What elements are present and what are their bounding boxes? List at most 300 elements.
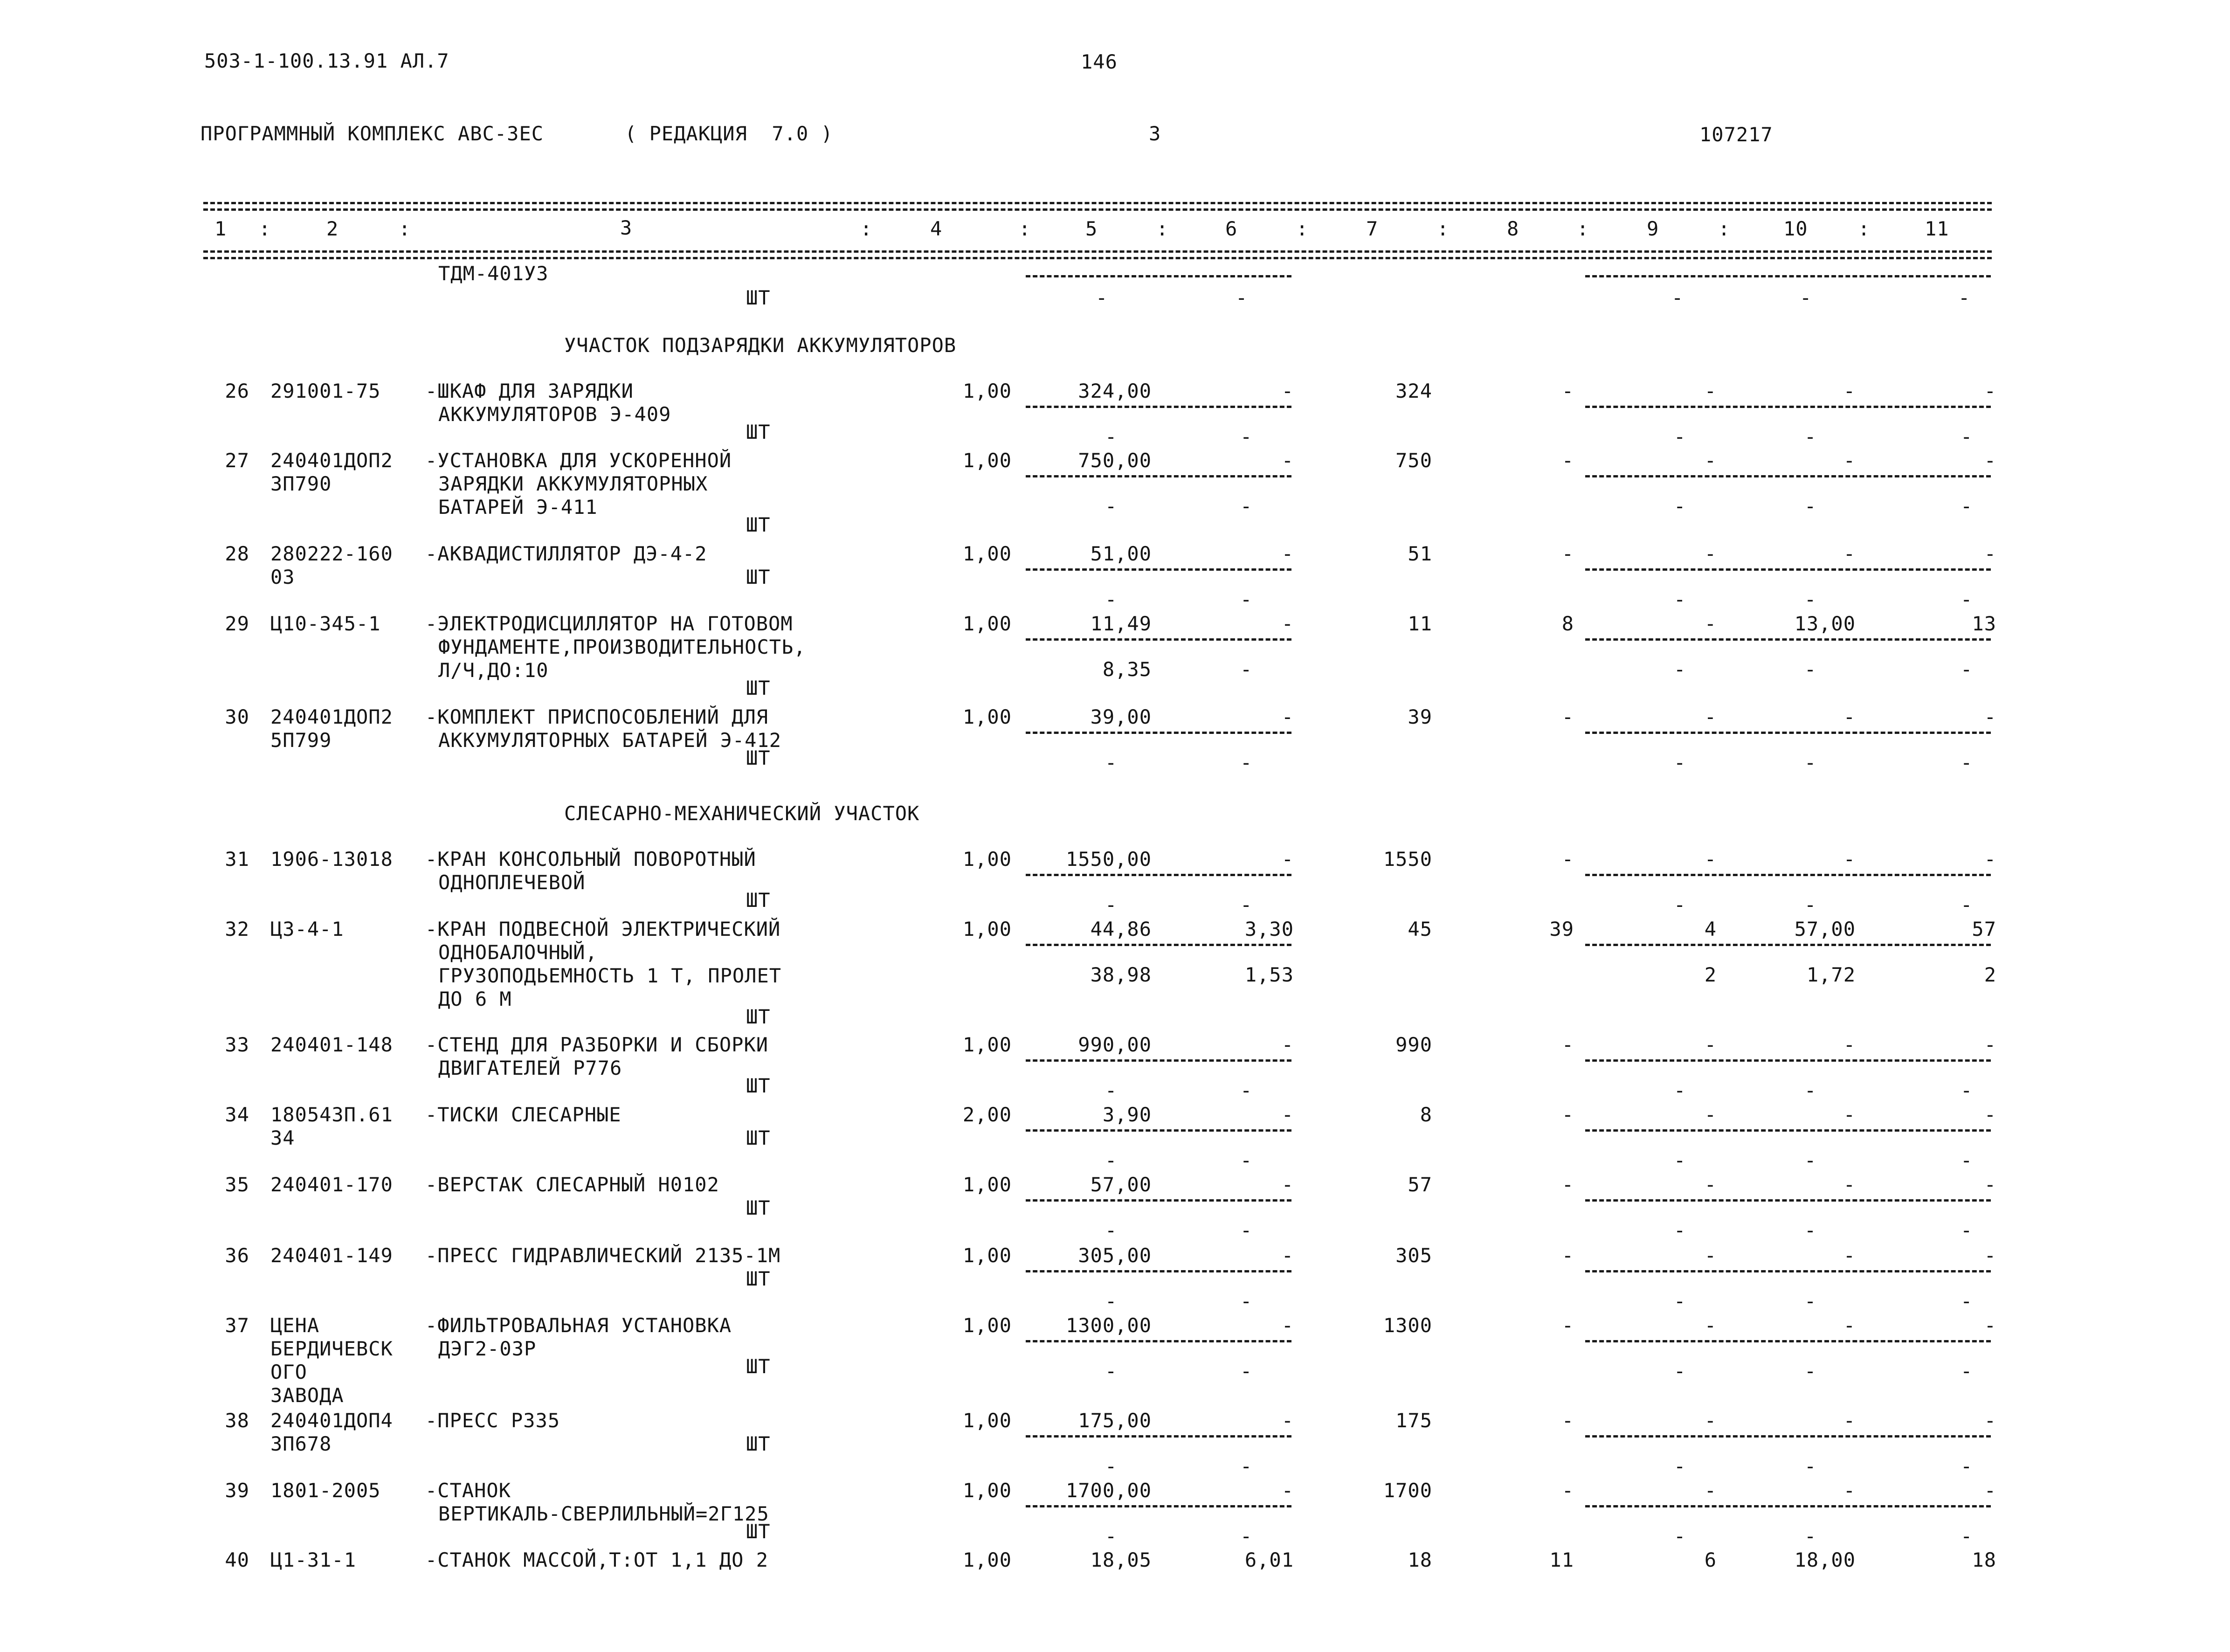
cell-c10: - bbox=[1843, 1479, 1856, 1502]
row-number: 26 bbox=[225, 380, 249, 402]
cell-c9: - bbox=[1704, 848, 1717, 871]
item-name: -ПРЕСС ГИДРАВЛИЧЕСКИЙ 2135-1М bbox=[425, 1244, 781, 1267]
item-unit: ШТ bbox=[746, 421, 771, 443]
row-number: 27 bbox=[225, 449, 249, 472]
item-name: -СТЕНД ДЛЯ РАЗБОРКИ И СБОРКИ bbox=[425, 1033, 769, 1056]
dash-mark: - bbox=[1961, 1455, 1973, 1478]
subtotal-rule bbox=[1585, 1129, 1991, 1132]
cell-c6: - bbox=[1281, 1173, 1294, 1196]
dash-mark: - bbox=[1236, 286, 1248, 309]
row-number: 29 bbox=[225, 612, 249, 635]
cell-c11: - bbox=[1984, 1409, 1996, 1432]
dash-mark: - bbox=[1674, 1360, 1686, 1382]
cell-c8: - bbox=[1561, 1103, 1574, 1126]
cell-c6: - bbox=[1281, 848, 1294, 871]
cell-c11: - bbox=[1984, 542, 1996, 565]
cell-qty: 1,00 bbox=[962, 542, 1012, 565]
cell-qty: 1,00 bbox=[962, 1033, 1012, 1056]
item-code: Ц1-31-1 bbox=[270, 1548, 357, 1571]
dash-mark: - bbox=[1961, 495, 1973, 518]
col-header-4: 4 bbox=[930, 217, 943, 240]
cell-c11: - bbox=[1984, 1314, 1996, 1337]
cell-qty: 1,00 bbox=[962, 1409, 1012, 1432]
cell-c6: - bbox=[1281, 542, 1294, 565]
cell-c10: - bbox=[1843, 542, 1856, 565]
cell-c9: - bbox=[1704, 1314, 1717, 1337]
item-name: ВЕРТИКАЛЬ-СВЕРЛИЛЬНЫЙ=2Г125 bbox=[438, 1502, 769, 1525]
cell-c9: - bbox=[1704, 1033, 1717, 1056]
subtotal-rule bbox=[1585, 1059, 1991, 1062]
item-name: ОДНОПЛЕЧЕВОЙ bbox=[438, 871, 586, 894]
item-unit: ШТ bbox=[746, 1196, 771, 1219]
row-number: 34 bbox=[225, 1103, 249, 1126]
cell-c9: - bbox=[1704, 1409, 1717, 1432]
item-unit: ШТ bbox=[746, 286, 771, 309]
item-code: 180543П.61 bbox=[270, 1103, 393, 1126]
cell-c8: - bbox=[1561, 1479, 1574, 1502]
col-header-10: 10 bbox=[1783, 217, 1808, 240]
row-number: 32 bbox=[225, 918, 249, 940]
edition-label: ( РЕДАКЦИЯ 7.0 ) bbox=[625, 122, 833, 145]
dash-mark: - bbox=[1240, 495, 1253, 518]
col-header-3: 3 bbox=[620, 216, 633, 239]
cell-qty: 1,00 bbox=[962, 1479, 1012, 1502]
subtotal-rule bbox=[1026, 275, 1291, 277]
dash-mark: - bbox=[1961, 1079, 1973, 1102]
cell-c9: - bbox=[1704, 1103, 1717, 1126]
item-unit: ШТ bbox=[746, 889, 771, 912]
col-separator: : bbox=[1156, 217, 1169, 240]
item-name: ФУНДАМЕНТЕ,ПРОИЗВОДИТЕЛЬНОСТЬ, bbox=[438, 636, 806, 658]
cell-c10: 13,00 bbox=[1794, 612, 1856, 635]
dash-mark: - bbox=[1240, 1219, 1253, 1242]
dash-mark: - bbox=[1800, 286, 1812, 309]
col-header-8: 8 bbox=[1507, 217, 1519, 240]
cell-c10: - bbox=[1843, 1173, 1856, 1196]
item-code: 5П799 bbox=[270, 729, 332, 752]
item-code: 240401-149 bbox=[270, 1244, 393, 1267]
dash-mark: - bbox=[1961, 425, 1973, 448]
cell-qty: 1,00 bbox=[962, 449, 1012, 472]
cell-qty: 1,00 bbox=[962, 918, 1012, 940]
cell-c11: - bbox=[1984, 1173, 1996, 1196]
item-name: ЗАРЯДКИ АККУМУЛЯТОРНЫХ bbox=[438, 472, 708, 495]
dash-mark: - bbox=[1105, 1219, 1118, 1242]
item-code: БЕРДИЧЕВСК bbox=[270, 1337, 393, 1360]
subtotal-rule bbox=[1585, 475, 1991, 477]
cell-c10: - bbox=[1843, 380, 1856, 402]
cell-c7: 1700 bbox=[1383, 1479, 1432, 1502]
subtotal-rule bbox=[1026, 406, 1291, 408]
cell-c8: - bbox=[1561, 1314, 1574, 1337]
cell-c7: 18 bbox=[1408, 1548, 1432, 1571]
dash-mark: - bbox=[1674, 1525, 1686, 1548]
item-name: -ФИЛЬТРОВАЛЬНАЯ УСТАНОВКА bbox=[425, 1314, 732, 1337]
cell-c8: 11 bbox=[1549, 1548, 1574, 1571]
cell-c11b: 2 bbox=[1984, 963, 1996, 986]
cell-c8: - bbox=[1561, 1173, 1574, 1196]
row-number: 37 bbox=[225, 1314, 249, 1337]
dash-mark: - bbox=[1674, 893, 1686, 916]
subtotal-rule bbox=[1585, 1340, 1991, 1342]
subtotal-rule bbox=[1585, 638, 1991, 641]
item-code: Ц10-345-1 bbox=[270, 612, 381, 635]
cell-c10: 18,00 bbox=[1794, 1548, 1856, 1571]
cell-c6: - bbox=[1281, 1103, 1294, 1126]
cell-c7: 57 bbox=[1408, 1173, 1432, 1196]
item-code: 03 bbox=[270, 566, 295, 588]
dash-mark: - bbox=[1671, 286, 1684, 309]
subtotal-rule bbox=[1585, 944, 1991, 946]
cell-c10: - bbox=[1843, 1033, 1856, 1056]
cell-c11: - bbox=[1984, 1244, 1996, 1267]
cell-c9: - bbox=[1704, 612, 1717, 635]
dash-mark: - bbox=[1674, 1219, 1686, 1242]
cell-c5: 44,86 bbox=[1090, 918, 1152, 940]
cell-c7: 39 bbox=[1408, 705, 1432, 728]
cell-c9: - bbox=[1704, 380, 1717, 402]
cell-c5: 11,49 bbox=[1090, 612, 1152, 635]
item-code: 1801-2005 bbox=[270, 1479, 381, 1502]
dash-mark: - bbox=[1804, 588, 1817, 611]
cell-c11: - bbox=[1984, 1103, 1996, 1126]
item-name: ТДМ-401У3 bbox=[438, 262, 549, 285]
cell-c6: - bbox=[1281, 705, 1294, 728]
subtotal-rule bbox=[1026, 732, 1291, 734]
dash-mark: - bbox=[1240, 1525, 1253, 1548]
cell-c8: - bbox=[1561, 848, 1574, 871]
cell-c6: - bbox=[1281, 449, 1294, 472]
dash-mark: - bbox=[1674, 1079, 1686, 1102]
cell-c7: 1300 bbox=[1383, 1314, 1432, 1337]
item-code: 240401ДОП2 bbox=[270, 449, 393, 472]
dash-mark: - bbox=[1961, 751, 1973, 774]
cell-c7: 305 bbox=[1395, 1244, 1432, 1267]
col-separator: : bbox=[1858, 217, 1871, 240]
dash-mark: - bbox=[1105, 1079, 1118, 1102]
dash-mark: - bbox=[1240, 658, 1253, 681]
dash-mark: - bbox=[1240, 1290, 1253, 1313]
cell-c5: 175,00 bbox=[1078, 1409, 1152, 1432]
subtotal-rule bbox=[1026, 568, 1291, 571]
col-separator: : bbox=[399, 217, 411, 240]
col-header-9: 9 bbox=[1647, 217, 1659, 240]
dash-mark: - bbox=[1804, 495, 1817, 518]
dash-mark: - bbox=[1804, 1360, 1817, 1382]
subtotal-rule bbox=[1585, 1270, 1991, 1272]
cell-c9: - bbox=[1704, 1479, 1717, 1502]
cell-c6: - bbox=[1281, 612, 1294, 635]
item-name: ДЭГ2-03Р bbox=[438, 1337, 537, 1360]
col-separator: : bbox=[1718, 217, 1731, 240]
subtotal-rule bbox=[1026, 874, 1291, 876]
dash-mark: - bbox=[1961, 1290, 1973, 1313]
subtotal-rule bbox=[1026, 1059, 1291, 1062]
dash-mark: - bbox=[1240, 893, 1253, 916]
subtotal-rule bbox=[1026, 638, 1291, 641]
item-name: -КРАН ПОДВЕСНОЙ ЭЛЕКТРИЧЕСКИЙ bbox=[425, 918, 781, 940]
item-code: 240401ДОП2 bbox=[270, 705, 393, 728]
item-unit: ШТ bbox=[746, 1005, 771, 1028]
cell-c7: 45 bbox=[1408, 918, 1432, 940]
cell-c7: 11 bbox=[1408, 612, 1432, 635]
subtotal-rule bbox=[1585, 406, 1991, 408]
dash-mark: - bbox=[1961, 1219, 1973, 1242]
subtotal-rule bbox=[1585, 1435, 1991, 1438]
item-unit: ШТ bbox=[746, 1355, 771, 1378]
item-unit: ШТ bbox=[746, 1267, 771, 1290]
dash-mark: - bbox=[1804, 893, 1817, 916]
item-name: -АКВАДИСТИЛЛЯТОР ДЭ-4-2 bbox=[425, 542, 707, 565]
cell-c10: - bbox=[1843, 1409, 1856, 1432]
item-code: ЦЕНА bbox=[270, 1314, 320, 1337]
cell-c5: 990,00 bbox=[1078, 1033, 1152, 1056]
dash-mark: - bbox=[1105, 1525, 1118, 1548]
dash-mark: - bbox=[1961, 893, 1973, 916]
cell-c6: - bbox=[1281, 1314, 1294, 1337]
subtotal-rule bbox=[1026, 1270, 1291, 1272]
cell-c10b: 1,72 bbox=[1806, 963, 1856, 986]
subtotal-rule bbox=[1585, 732, 1991, 734]
col-header-6: 6 bbox=[1225, 217, 1238, 240]
item-name: АККУМУЛЯТОРНЫХ БАТАРЕЙ Э-412 bbox=[438, 729, 782, 752]
item-code: ЗАВОДА bbox=[270, 1384, 344, 1407]
dash-mark: - bbox=[1105, 751, 1118, 774]
item-unit: ШТ bbox=[746, 1074, 771, 1097]
rule-top bbox=[203, 202, 1992, 204]
item-name: ОДНОБАЛОЧНЫЙ, bbox=[438, 941, 598, 964]
item-name: -СТАНОК МАССОЙ,Т:ОТ 1,1 ДО 2 bbox=[425, 1548, 769, 1571]
dash-mark: - bbox=[1961, 1360, 1973, 1382]
dash-mark: - bbox=[1961, 658, 1973, 681]
row-number: 40 bbox=[225, 1548, 249, 1571]
cell-c5: 324,00 bbox=[1078, 380, 1152, 402]
cell-c11: - bbox=[1984, 848, 1996, 871]
cell-c6: - bbox=[1281, 380, 1294, 402]
rule-top-2 bbox=[203, 208, 1992, 211]
dash-mark: - bbox=[1674, 588, 1686, 611]
row-number: 33 bbox=[225, 1033, 249, 1056]
dash-mark: - bbox=[1804, 1149, 1817, 1172]
subtotal-rule bbox=[1026, 1435, 1291, 1438]
cell-c10: - bbox=[1843, 1314, 1856, 1337]
cell-c6: - bbox=[1281, 1244, 1294, 1267]
item-code: 34 bbox=[270, 1127, 295, 1149]
subtotal-rule bbox=[1585, 275, 1991, 277]
item-name: БАТАРЕЙ Э-411 bbox=[438, 496, 598, 518]
dash-mark: - bbox=[1804, 1525, 1817, 1548]
subtotal-rule bbox=[1585, 568, 1991, 571]
item-unit: ШТ bbox=[746, 513, 771, 536]
cell-c9: - bbox=[1704, 1244, 1717, 1267]
item-unit: ШТ bbox=[746, 1127, 771, 1149]
dash-mark: - bbox=[1674, 1290, 1686, 1313]
cell-c8: - bbox=[1561, 705, 1574, 728]
cell-c5b: 8,35 bbox=[1102, 658, 1152, 681]
item-code: Ц3-4-1 bbox=[270, 918, 344, 940]
dash-mark: - bbox=[1105, 1455, 1118, 1478]
item-name: -КРАН КОНСОЛЬНЫЙ ПОВОРОТНЫЙ bbox=[425, 848, 756, 871]
cell-c11: 57 bbox=[1972, 918, 1996, 940]
dash-mark: - bbox=[1240, 588, 1253, 611]
cell-c5b: 38,98 bbox=[1090, 963, 1152, 986]
cell-c5: 1300,00 bbox=[1065, 1314, 1152, 1337]
item-code: 240401-148 bbox=[270, 1033, 393, 1056]
col-header-5: 5 bbox=[1085, 217, 1098, 240]
item-code: ОГО bbox=[270, 1361, 307, 1383]
section-heading: УЧАСТОК ПОДЗАРЯДКИ АККУМУЛЯТОРОВ bbox=[564, 334, 957, 357]
dash-mark: - bbox=[1240, 1079, 1253, 1102]
dash-mark: - bbox=[1105, 1290, 1118, 1313]
cell-qty: 1,00 bbox=[962, 848, 1012, 871]
document-code: 503-1-100.13.91 АЛ.7 bbox=[204, 49, 449, 72]
cell-c6: - bbox=[1281, 1409, 1294, 1432]
cell-c8: - bbox=[1561, 1033, 1574, 1056]
dash-mark: - bbox=[1674, 425, 1686, 448]
item-name: -СТАНОК bbox=[425, 1479, 511, 1502]
cell-c11: - bbox=[1984, 380, 1996, 402]
cell-c8: - bbox=[1561, 1409, 1574, 1432]
col-separator: : bbox=[1437, 217, 1450, 240]
dash-mark: - bbox=[1674, 1149, 1686, 1172]
cell-c9: - bbox=[1704, 542, 1717, 565]
cell-c7: 750 bbox=[1395, 449, 1432, 472]
cell-qty: 1,00 bbox=[962, 612, 1012, 635]
subtotal-rule bbox=[1026, 475, 1291, 477]
item-name: -ТИСКИ СЛЕСАРНЫЕ bbox=[425, 1103, 621, 1126]
subtotal-rule bbox=[1026, 1129, 1291, 1132]
item-name: -КОМПЛЕКТ ПРИСПОСОБЛЕНИЙ ДЛЯ bbox=[425, 705, 769, 728]
row-number: 39 bbox=[225, 1479, 249, 1502]
dash-mark: - bbox=[1804, 751, 1817, 774]
item-unit: ШТ bbox=[746, 747, 771, 769]
dash-mark: - bbox=[1674, 751, 1686, 774]
item-unit: ШТ bbox=[746, 1432, 771, 1455]
row-number: 36 bbox=[225, 1244, 249, 1267]
rule-header-bottom bbox=[203, 250, 1992, 253]
dash-mark: - bbox=[1804, 658, 1817, 681]
item-code: 240401ДОП4 bbox=[270, 1409, 393, 1432]
cell-qty: 1,00 bbox=[962, 1244, 1012, 1267]
subtotal-rule bbox=[1026, 1199, 1291, 1202]
cell-c8: - bbox=[1561, 449, 1574, 472]
col-header-7: 7 bbox=[1366, 217, 1379, 240]
cell-c6: 3,30 bbox=[1244, 918, 1294, 940]
dash-mark: - bbox=[1105, 1149, 1118, 1172]
cell-c7: 990 bbox=[1395, 1033, 1432, 1056]
cell-c9: 4 bbox=[1704, 918, 1717, 940]
dash-mark: - bbox=[1240, 425, 1253, 448]
cell-c6: 6,01 bbox=[1244, 1548, 1294, 1571]
col-separator: : bbox=[1296, 217, 1309, 240]
col-separator: : bbox=[1577, 217, 1589, 240]
dash-mark: - bbox=[1096, 286, 1108, 309]
dash-mark: - bbox=[1674, 495, 1686, 518]
cell-c7: 1550 bbox=[1383, 848, 1432, 871]
page-number: 146 bbox=[1081, 50, 1118, 73]
cell-c5: 3,90 bbox=[1102, 1103, 1152, 1126]
cell-qty: 1,00 bbox=[962, 1314, 1012, 1337]
document-id: 107217 bbox=[1699, 123, 1773, 146]
cell-c5: 39,00 bbox=[1090, 705, 1152, 728]
item-name: ДВИГАТЕЛЕЙ Р776 bbox=[438, 1057, 622, 1079]
subtotal-rule bbox=[1585, 1505, 1991, 1507]
section-heading: СЛЕСАРНО-МЕХАНИЧЕСКИЙ УЧАСТОК bbox=[564, 802, 920, 825]
cell-qty: 1,00 bbox=[962, 1548, 1012, 1571]
cell-c5: 1700,00 bbox=[1065, 1479, 1152, 1502]
cell-c9: - bbox=[1704, 1173, 1717, 1196]
cell-c7: 8 bbox=[1420, 1103, 1432, 1126]
cell-c11: - bbox=[1984, 1479, 1996, 1502]
subtotal-rule bbox=[1026, 1505, 1291, 1507]
rule-header-bottom-2 bbox=[203, 257, 1992, 259]
dash-mark: - bbox=[1804, 1290, 1817, 1313]
item-unit: ШТ bbox=[746, 1520, 771, 1543]
dash-mark: - bbox=[1105, 1360, 1118, 1382]
item-name: Л/Ч,ДО:10 bbox=[438, 659, 549, 682]
cell-qty: 2,00 bbox=[962, 1103, 1012, 1126]
dash-mark: - bbox=[1674, 1455, 1686, 1478]
cell-c10: - bbox=[1843, 1103, 1856, 1126]
cell-c8: - bbox=[1561, 380, 1574, 402]
cell-c10: - bbox=[1843, 848, 1856, 871]
dash-mark: - bbox=[1105, 425, 1118, 448]
item-code: 291001-75 bbox=[270, 380, 381, 402]
col-separator: : bbox=[1019, 217, 1031, 240]
cell-c9: - bbox=[1704, 705, 1717, 728]
program-title: ПРОГРАММНЫЙ КОМПЛЕКС АВС-3ЕС bbox=[200, 122, 544, 145]
row-number: 28 bbox=[225, 542, 249, 565]
dash-mark: - bbox=[1804, 425, 1817, 448]
dash-mark: - bbox=[1240, 1149, 1253, 1172]
item-name: -ПРЕСС Р335 bbox=[425, 1409, 560, 1432]
item-code: 1906-13018 bbox=[270, 848, 393, 871]
cell-c10: 57,00 bbox=[1794, 918, 1856, 940]
cell-c10: - bbox=[1843, 1244, 1856, 1267]
dash-mark: - bbox=[1804, 1219, 1817, 1242]
item-code: 240401-170 bbox=[270, 1173, 393, 1196]
cell-c5: 1550,00 bbox=[1065, 848, 1152, 871]
dash-mark: - bbox=[1240, 1455, 1253, 1478]
dash-mark: - bbox=[1105, 893, 1118, 916]
cell-c11: - bbox=[1984, 1033, 1996, 1056]
subtotal-rule bbox=[1026, 944, 1291, 946]
row-number: 38 bbox=[225, 1409, 249, 1432]
dash-mark: - bbox=[1958, 286, 1971, 309]
dash-mark: - bbox=[1240, 751, 1253, 774]
cell-c8: 39 bbox=[1549, 918, 1574, 940]
sheet-number: 3 bbox=[1149, 122, 1161, 145]
cell-c5: 57,00 bbox=[1090, 1173, 1152, 1196]
subtotal-rule bbox=[1585, 1199, 1991, 1202]
cell-qty: 1,00 bbox=[962, 1173, 1012, 1196]
cell-c10: - bbox=[1843, 449, 1856, 472]
cell-c6: - bbox=[1281, 1479, 1294, 1502]
cell-c9b: 2 bbox=[1704, 963, 1717, 986]
item-name: -ЭЛЕКТРОДИСЦИЛЛЯТОР НА ГОТОВОМ bbox=[425, 612, 793, 635]
item-unit: ШТ bbox=[746, 566, 771, 588]
subtotal-rule bbox=[1026, 1340, 1291, 1342]
cell-c7: 175 bbox=[1395, 1409, 1432, 1432]
cell-c5: 51,00 bbox=[1090, 542, 1152, 565]
item-name: ГРУЗОПОДЬЕМНОСТЬ 1 Т, ПРОЛЕТ bbox=[438, 964, 782, 987]
item-code: 3П790 bbox=[270, 472, 332, 495]
cell-qty: 1,00 bbox=[962, 705, 1012, 728]
cell-c11: - bbox=[1984, 449, 1996, 472]
cell-qty: 1,00 bbox=[962, 380, 1012, 402]
item-name: -ВЕРСТАК СЛЕСАРНЫЙ Н0102 bbox=[425, 1173, 719, 1196]
dash-mark: - bbox=[1804, 1455, 1817, 1478]
